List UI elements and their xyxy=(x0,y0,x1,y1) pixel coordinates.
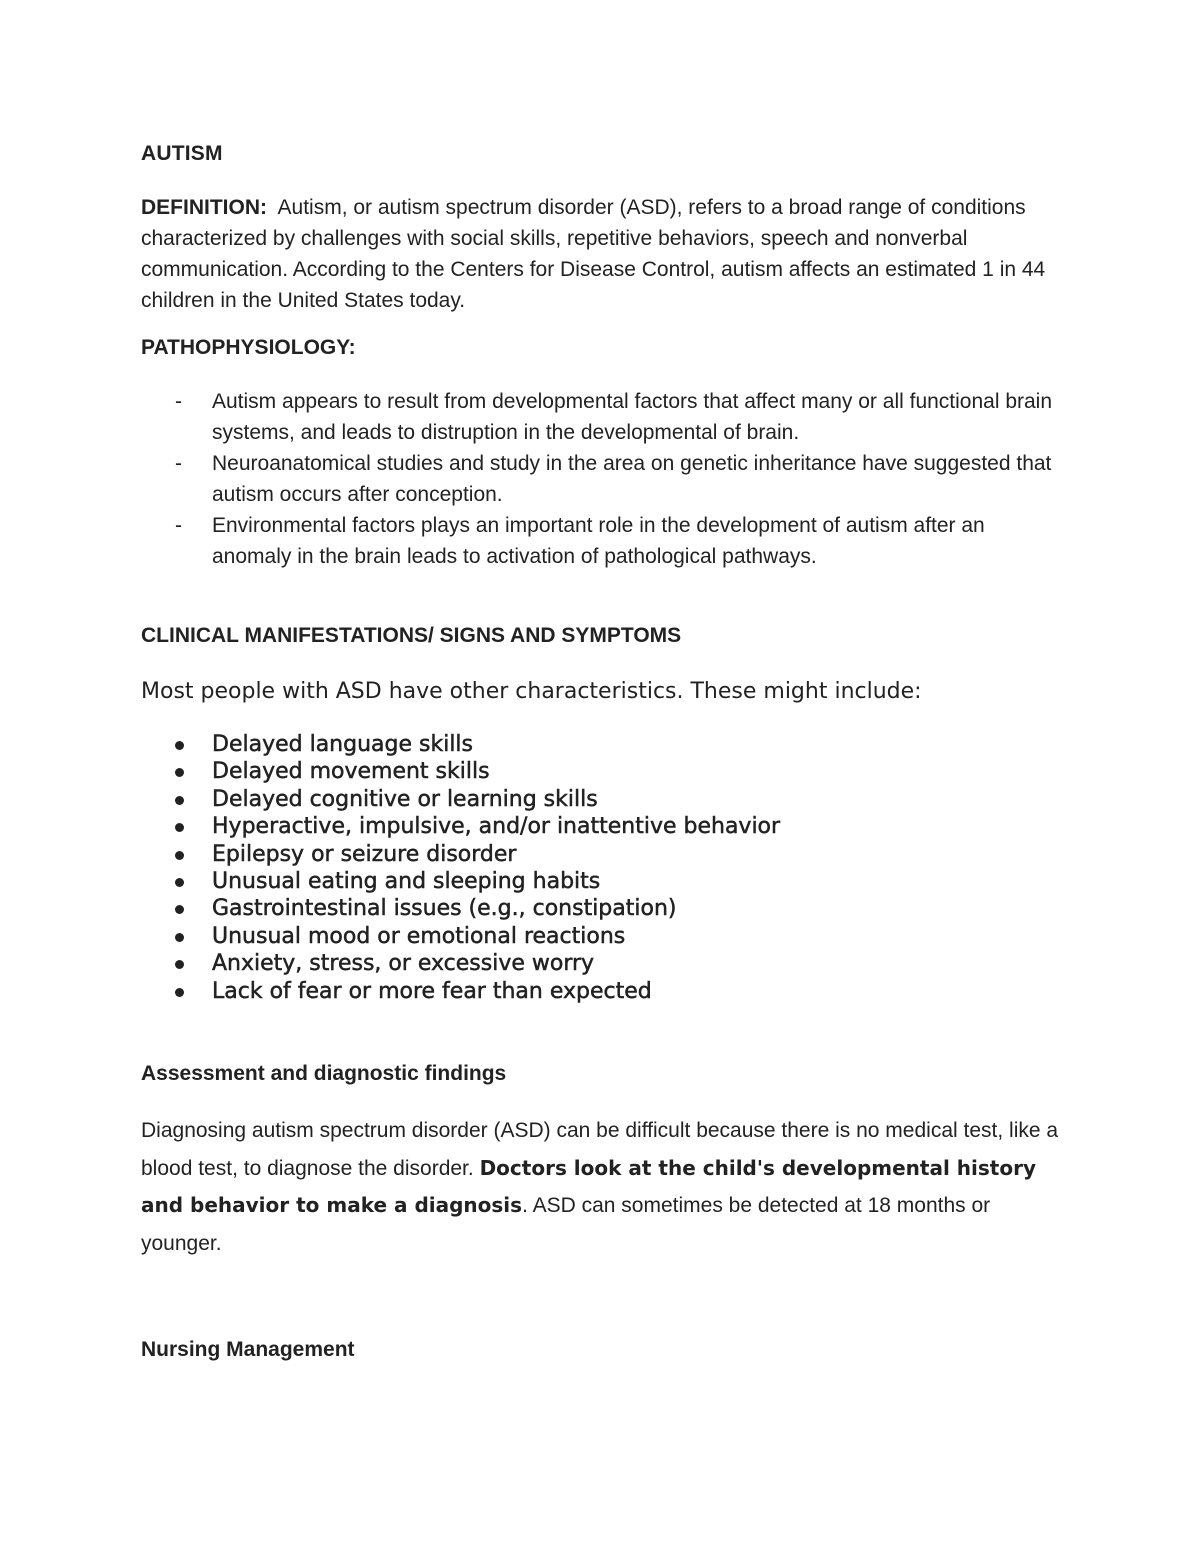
bullet-icon xyxy=(175,768,184,777)
pathophysiology-list xyxy=(141,386,1061,572)
list-item xyxy=(141,786,780,813)
bullet-icon xyxy=(175,905,184,914)
list-item xyxy=(141,841,780,868)
bullet-icon xyxy=(175,823,184,832)
list-item-text: Unusual eating and sleeping habits xyxy=(212,869,601,895)
list-item xyxy=(141,895,780,922)
list-item xyxy=(141,386,1061,448)
symptoms-list xyxy=(141,731,780,1005)
assessment-text-bold: Doctors look at the child's developmental history and behavior to make a diagnosis xyxy=(141,1155,1036,1217)
bullet-icon xyxy=(175,796,184,805)
definition-label: DEFINITION: xyxy=(141,196,267,219)
bullet-icon xyxy=(175,741,184,750)
bullet-icon xyxy=(175,933,184,942)
definition-paragraph xyxy=(141,192,1061,316)
list-item xyxy=(141,448,1061,510)
assessment-heading: Assessment and diagnostic findings xyxy=(141,1062,507,1085)
definition-text: Autism, or autism spectrum disorder (ASD), refers to a broad range of conditions characterized by challenges with social skills, repetitive behaviors, speech and nonverbal communication. According to the Centers for Disease Control, autism affects an estimated 1 in 44 children in the United States today. xyxy=(141,196,1046,312)
assessment-text-before: Diagnosing autism spectrum disorder (ASD) can be difficult because there is no medical test, like a blood test, to diagnose the disorder. xyxy=(141,1119,1059,1180)
list-item-text: Delayed cognitive or learning skills xyxy=(212,786,598,812)
list-item-text: Anxiety, stress, or excessive worry xyxy=(212,951,595,977)
list-item-text: Environmental factors plays an important role in the development of autism after an anomaly in the brain leads to activation of pathological pathways. xyxy=(212,514,985,568)
list-item-text: Hyperactive, impulsive, and/or inattentive behavior xyxy=(212,814,781,840)
list-item-text: Epilepsy or seizure disorder xyxy=(212,841,517,867)
list-item xyxy=(141,868,780,895)
document-page xyxy=(141,0,1071,1553)
list-item xyxy=(141,758,780,785)
clinical-intro: Most people with ASD have other characteristics. These might include: xyxy=(141,679,922,704)
list-item-text: Autism appears to result from developmental factors that affect many or all functional brain systems, and leads to distruption in the developmental of brain. xyxy=(212,390,1053,444)
assessment-text-after: . ASD can sometimes be detected at 18 months or younger. xyxy=(141,1194,991,1255)
list-item-text: Neuroanatomical studies and study in the area on genetic inheritance have suggested that autism occurs after conception. xyxy=(212,452,1052,506)
dash-marker: - xyxy=(175,390,182,413)
dash-marker: - xyxy=(175,452,182,475)
list-item xyxy=(141,813,780,840)
assessment-paragraph xyxy=(141,1112,1066,1262)
list-item xyxy=(141,923,780,950)
document-title: AUTISM xyxy=(141,142,223,165)
bullet-icon xyxy=(175,988,184,997)
list-item-text: Unusual mood or emotional reactions xyxy=(212,923,626,949)
bullet-icon xyxy=(175,851,184,860)
nursing-heading: Nursing Management xyxy=(141,1338,355,1361)
list-item xyxy=(141,731,780,758)
list-item xyxy=(141,950,780,977)
pathophysiology-heading: PATHOPHYSIOLOGY: xyxy=(141,336,356,359)
bullet-icon xyxy=(175,878,184,887)
list-item-text: Lack of fear or more fear than expected xyxy=(212,978,652,1004)
list-item xyxy=(141,978,780,1005)
list-item-text: Gastrointestinal issues (e.g., constipation) xyxy=(212,896,677,922)
list-item-text: Delayed movement skills xyxy=(212,759,490,785)
list-item xyxy=(141,510,1061,572)
clinical-heading: CLINICAL MANIFESTATIONS/ SIGNS AND SYMPTOMS xyxy=(141,624,682,647)
bullet-icon xyxy=(175,960,184,969)
list-item-text: Delayed language skills xyxy=(212,732,474,757)
dash-marker: - xyxy=(175,514,182,537)
